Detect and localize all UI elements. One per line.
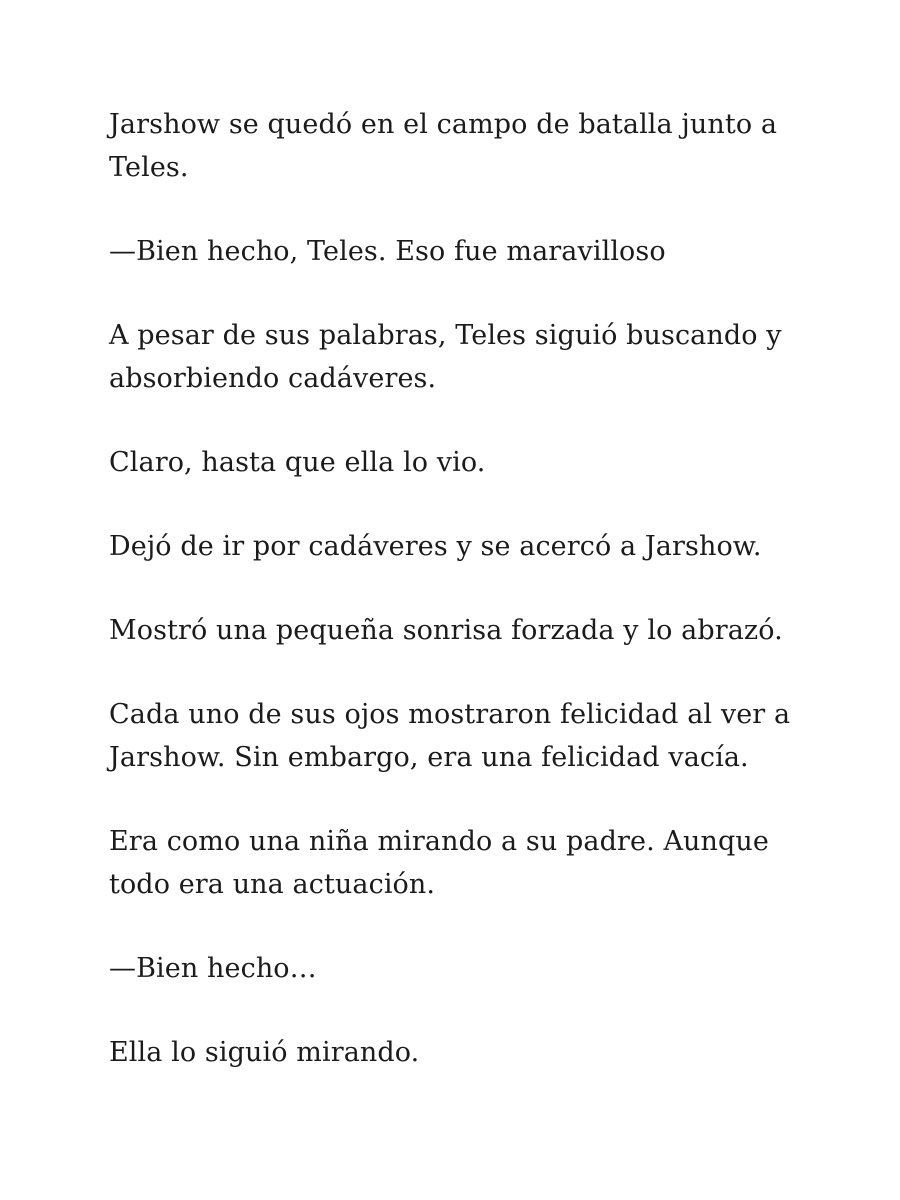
paragraph: —Bien hecho, Teles. Eso fue maravilloso [109, 236, 666, 267]
story-text [109, 103, 799, 1115]
paragraph: Cada uno de sus ojos mostraron felicidad al ver a Jarshow. Sin embargo, era una felicidad vacía. [109, 699, 791, 773]
paragraph: Claro, hasta que ella lo vio. [109, 447, 486, 478]
paragraph: A pesar de sus palabras, Teles siguió buscando y absorbiendo cadáveres. [109, 320, 782, 394]
paragraph: Jarshow se quedó en el campo de batalla junto a Teles. [109, 109, 778, 183]
paragraph: Dejó de ir por cadáveres y se acercó a Jarshow. [109, 531, 762, 562]
paragraph: Ella lo siguió mirando. [109, 1037, 420, 1068]
paragraph: —Bien hecho… [109, 953, 317, 984]
paragraph: Mostró una pequeña sonrisa forzada y lo abrazó. [109, 615, 783, 646]
paragraph: Era como una niña mirando a su padre. Aunque todo era una actuación. [109, 826, 769, 900]
